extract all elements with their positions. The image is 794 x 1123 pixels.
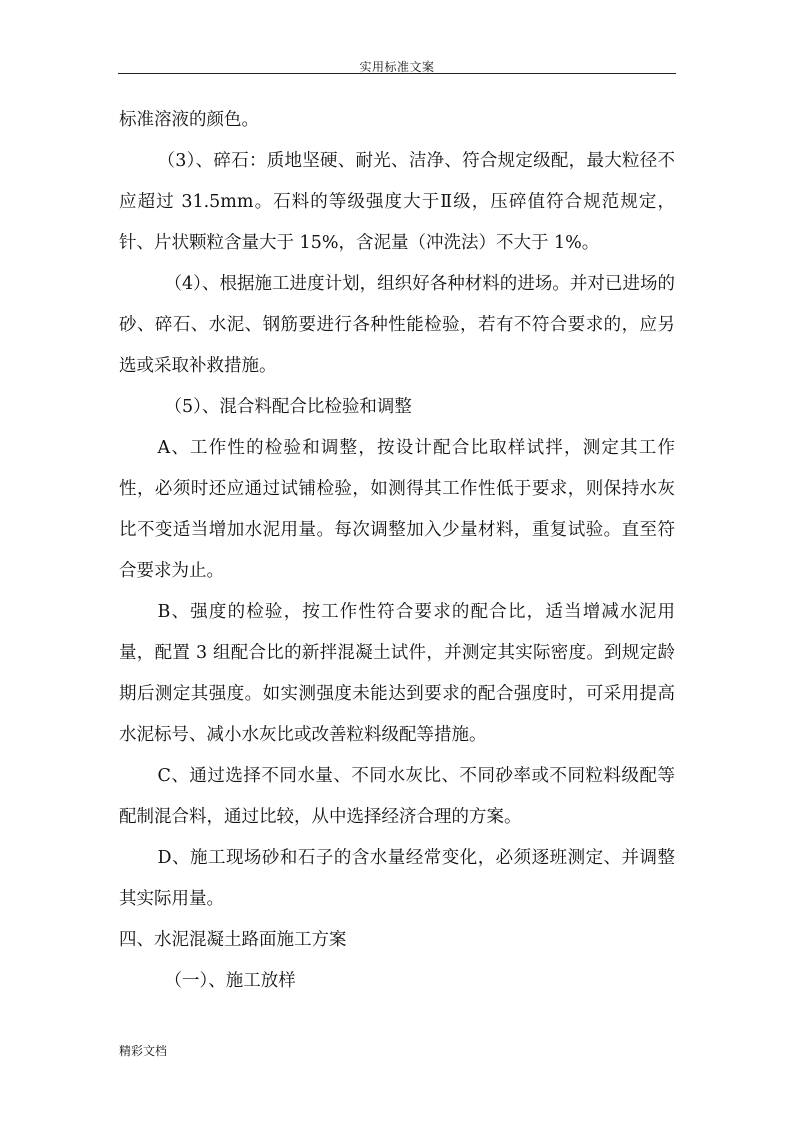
paragraph-workability: A、工作性的检验和调整，按设计配合比取样试拌，测定其工作性，必须时还应通过试铺检验，如测得其工作性低于要求，则保持水灰比不变适当增加水泥用量。每次调整加入少量材料，重复试验。直至符合要求为止。: [119, 438, 675, 581]
page-footer: 精彩文档: [119, 1044, 168, 1058]
paragraph-gravel: （3）、碎石：质地坚硬、耐光、洁净、符合规定级配，最大粒径不应超过 31.5mm。石料的等级强度大于Ⅱ级，压碎值符合规范规定，针、片状颗粒含量大于 15%，含泥量（冲洗法）不大于 1%。: [119, 151, 675, 253]
paragraph-material-entry: （4）、根据施工进度计划，组织好各种材料的进场。并对已进场的砂、碎石、水泥、钢筋要进行各种性能检验，若有不符合要求的，应另选或采取补救措施。: [119, 274, 675, 376]
paragraph-moisture: D、施工现场砂和石子的含水量经常变化，必须逐班测定、并调整其实际用量。: [119, 848, 675, 909]
section-heading-mix-ratio: （5）、混合料配合比检验和调整: [164, 397, 412, 417]
section-heading-layout: （一）、施工放样: [164, 971, 296, 991]
paragraph-mix-selection: C、通过选择不同水量、不同水灰比、不同砂率或不同粒料级配等配制混合料，通过比较，从中选择经济合理的方案。: [119, 766, 675, 827]
chapter-heading-pavement: 四、水泥混凝土路面施工方案: [119, 930, 347, 950]
paragraph-continuation: 标准溶液的颜色。: [119, 110, 259, 130]
header-divider: [118, 73, 676, 74]
document-body: [119, 100, 675, 1002]
paragraph-strength: B、强度的检验，按工作性符合要求的配合比，适当增减水泥用量，配置 3 组配合比的新拌混凝土试件，并测定其实际密度。到规定龄期后测定其强度。如实测强度未能达到要求的配合强度时，可采用提高水泥标号、减小水灰比或改善粒料级配等措施。: [119, 602, 675, 745]
page-header: 实用标准文案: [359, 60, 435, 74]
